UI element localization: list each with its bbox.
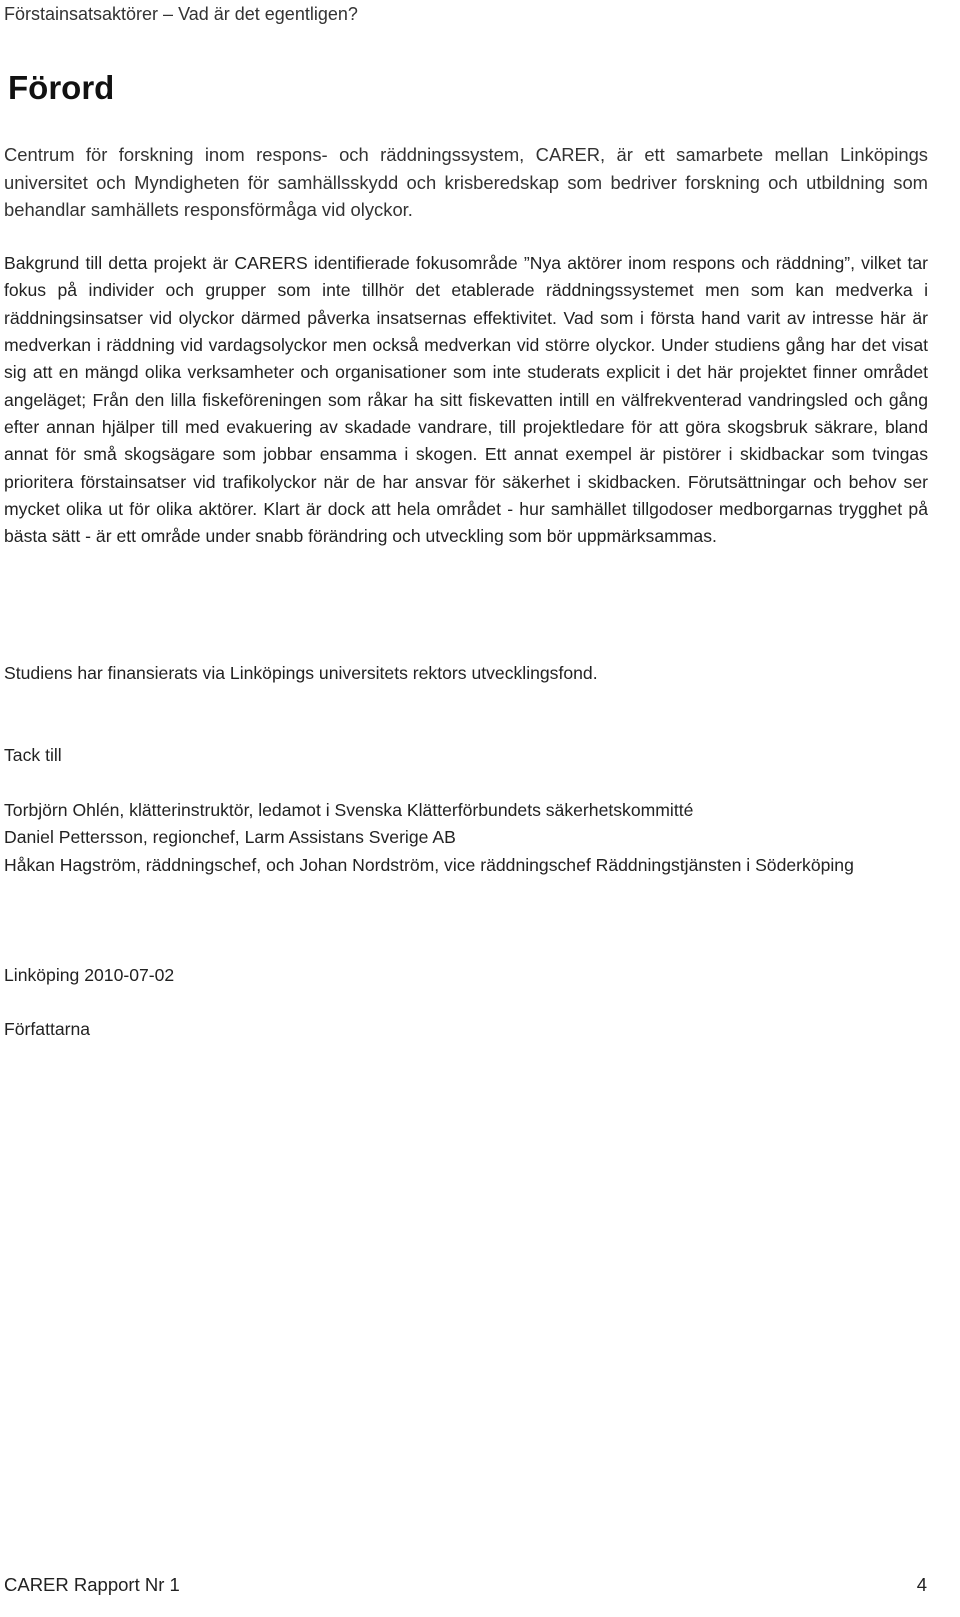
acknowledgements-heading: Tack till bbox=[4, 745, 62, 765]
authors-signoff: Författarna bbox=[4, 1019, 91, 1039]
page-title: Förord bbox=[8, 69, 115, 106]
running-header: Förstainsatsaktörer – Vad är det egentligen? bbox=[4, 4, 358, 24]
place-date: Linköping 2010-07-02 bbox=[4, 965, 175, 985]
acknowledgement-item: Håkan Hagström, räddningschef, och Johan Nordström, vice räddningschef Räddningstjänsten i Söderköping bbox=[4, 854, 854, 875]
footer-page-number: 4 bbox=[916, 1574, 927, 1595]
footer-report-name: CARER Rapport Nr 1 bbox=[4, 1574, 180, 1595]
funding-paragraph: Studiens har finansierats via Linköpings universitets rektors utvecklingsfond. bbox=[4, 663, 598, 683]
background-paragraph: Bakgrund till detta projekt är CARERS identifierade fokusområde ”Nya aktörer inom respons och räddning”, vilket tar fokus på individer och grupper som inte tillhör det etablerade räddningssystemet men som kan medverka i räddningsinsatser vid olyckor därmed påverka insatsernas effektivitet. Vad som i första hand varit av intresse här är medverkan i räddning vid vardagsolyckor men också medverkan vid större olyckor. Under studiens gång har det visat sig att en mängd olika verksamheter och organisationer som inte studerats explicit i det här projektet finner området angeläget; Från den lilla fiskeföreningen som råkar ha sitt fiskevatten intill en välfrekventerad vandringsled och gång efter annan hjälper till med evakuering av skadade vandrare, till projektledare för att göra skogsbruk säkrare, bland annat för små skogsägare som jobbar ensamma i skogen. Ett annat exempel är pistörer i skidbackar som tvingas prioritera förstainsatser vid trafikolyckor när de har ansvar för säkerhet i skidbacken. Förutsättningar och behov ser mycket olika ut för olika aktörer. Klart är dock att hela området - hur samhället tillgodoser medborgarnas trygghet på bästa sätt - är ett område under snabb förändring och utveckling som bör uppmärksammas. bbox=[4, 253, 928, 547]
acknowledgements-list bbox=[4, 797, 928, 879]
acknowledgement-item: Daniel Pettersson, regionchef, Larm Assistans Sverige AB bbox=[4, 827, 456, 848]
acknowledgement-item: Torbjörn Ohlén, klätterinstruktör, ledamot i Svenska Klätterförbundets säkerhetskommitté bbox=[4, 800, 694, 820]
intro-paragraph: Centrum för forskning inom respons- och räddningssystem, CARER, är ett samarbete mellan Linköpings universitet och Myndigheten för samhällsskydd och krisberedskap som bedriver forskning och utbildning som behandlar samhällets responsförmåga vid olyckor. bbox=[4, 144, 928, 220]
